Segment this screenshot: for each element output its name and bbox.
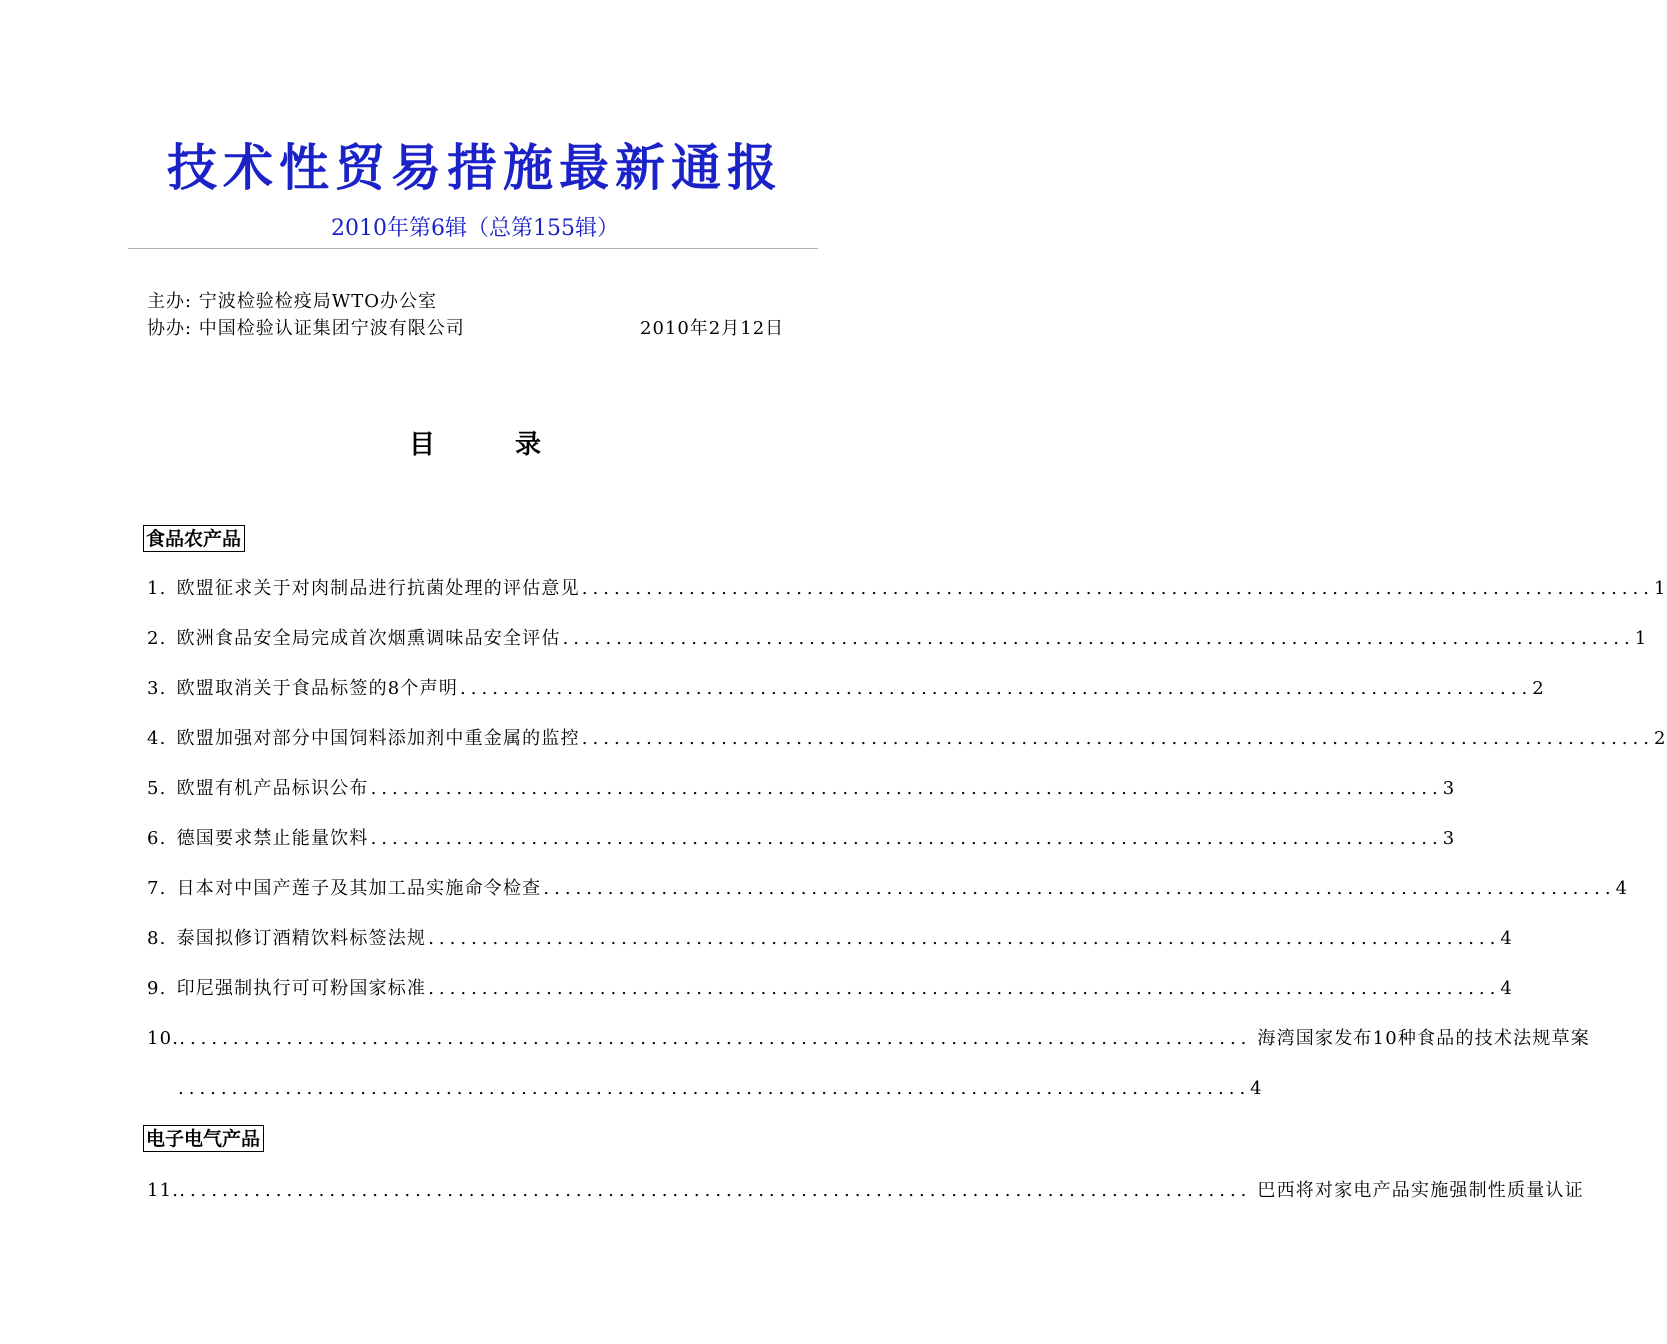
toc-entry-number: 2. <box>147 628 167 649</box>
toc-leader-dots: .................................................................................................... <box>178 1078 1251 1099</box>
toc-entry-page: 3 <box>1442 828 1456 849</box>
toc-entry[interactable] <box>147 825 1456 853</box>
toc-leader-dots: .................................................................................................... <box>179 1028 1252 1049</box>
toc-entry-title: 欧盟有机产品标识公布 <box>176 778 369 799</box>
toc-entry-number: 4. <box>147 728 167 749</box>
toc-entry-page: 4 <box>1250 1078 1262 1099</box>
toc-leader-dots: .................................................................................................... <box>581 728 1654 749</box>
section-heading-food: 食品农产品 <box>143 525 245 552</box>
section-heading-electrical: 电子电气产品 <box>143 1125 264 1152</box>
toc-entry-number: 10. <box>147 1028 180 1049</box>
toc-entry-page: 4 <box>1615 878 1629 899</box>
toc-entry-title: 日本对中国产莲子及其加工品实施命令检查 <box>176 878 542 899</box>
toc-leader-dots: .................................................................................................... <box>581 578 1654 599</box>
toc-entry-continuation[interactable] <box>178 1075 1262 1103</box>
toc-entry[interactable] <box>147 975 1514 1003</box>
toc-entry-page: 2 <box>1653 728 1667 749</box>
toc-entry-title: 欧盟取消关于食品标签的8个声明 <box>176 678 459 699</box>
toc-entry-title: 欧盟征求关于对肉制品进行抗菌处理的评估意见 <box>176 578 580 599</box>
toc-entry-page: 1 <box>1653 578 1667 599</box>
toc-leader-dots: .................................................................................................... <box>460 678 1533 699</box>
toc-leader-dots: .................................................................................................... <box>370 828 1443 849</box>
toc-entry-number: 1. <box>147 578 167 599</box>
toc-entry[interactable] <box>147 1025 1590 1053</box>
toc-entry-title: 印尼强制执行可可粉国家标准 <box>176 978 427 999</box>
toc-entry-page: 2 <box>1532 678 1545 699</box>
toc-entry-title: 欧盟加强对部分中国饲料添加剂中重金属的监控 <box>176 728 580 749</box>
toc-entry[interactable] <box>147 725 1667 753</box>
toc-entry-page: 4 <box>1500 978 1514 999</box>
toc-entry-number: 11. <box>147 1180 180 1201</box>
toc-entry-page: 4 <box>1500 928 1514 949</box>
toc-leader-dots: .................................................................................................... <box>428 928 1501 949</box>
toc-entry-number: 8. <box>147 928 167 949</box>
toc-entry-number: 5. <box>147 778 167 799</box>
toc-entry-title: 欧洲食品安全局完成首次烟熏调味品安全评估 <box>176 628 561 649</box>
header-divider <box>128 248 818 249</box>
toc-entry[interactable] <box>147 625 1648 653</box>
issue-number: 2010年第6辑（总第155辑） <box>331 216 619 241</box>
co-sponsor-line: 协办: 中国检验认证集团宁波有限公司 <box>147 318 465 339</box>
toc-entry-title: 泰国拟修订酒精饮料标签法规 <box>176 928 427 949</box>
toc-entry-page: 3 <box>1442 778 1456 799</box>
sponsor-line: 主办: 宁波检验检疫局WTO办公室 <box>147 291 438 312</box>
toc-entry[interactable] <box>147 675 1545 703</box>
toc-entry[interactable] <box>147 1177 1584 1205</box>
publish-date: 2010年2月12日 <box>640 318 785 339</box>
toc-entry[interactable] <box>147 775 1456 803</box>
toc-entry[interactable] <box>147 575 1667 603</box>
toc-entry[interactable] <box>147 875 1629 903</box>
toc-entry-number: 3. <box>147 678 167 699</box>
newsletter-title: 技术性贸易措施最新通报 <box>167 138 783 197</box>
toc-entry-number: 7. <box>147 878 167 899</box>
toc-heading: 目录 <box>408 430 621 460</box>
toc-entry-title: 巴西将对家电产品实施强制性质量认证 <box>1257 1180 1584 1201</box>
toc-leader-dots: .................................................................................................... <box>543 878 1616 899</box>
toc-entry-title: 海湾国家发布10种食品的技术法规草案 <box>1257 1028 1590 1049</box>
toc-entry[interactable] <box>147 925 1514 953</box>
toc-entry-page: 1 <box>1634 628 1648 649</box>
toc-leader-dots: .................................................................................................... <box>428 978 1501 999</box>
toc-leader-dots: .................................................................................................... <box>179 1180 1252 1201</box>
toc-entry-number: 9. <box>147 978 167 999</box>
toc-leader-dots: .................................................................................................... <box>370 778 1443 799</box>
toc-entry-number: 6. <box>147 828 167 849</box>
toc-leader-dots: .................................................................................................... <box>562 628 1635 649</box>
toc-entry-title: 德国要求禁止能量饮料 <box>176 828 369 849</box>
